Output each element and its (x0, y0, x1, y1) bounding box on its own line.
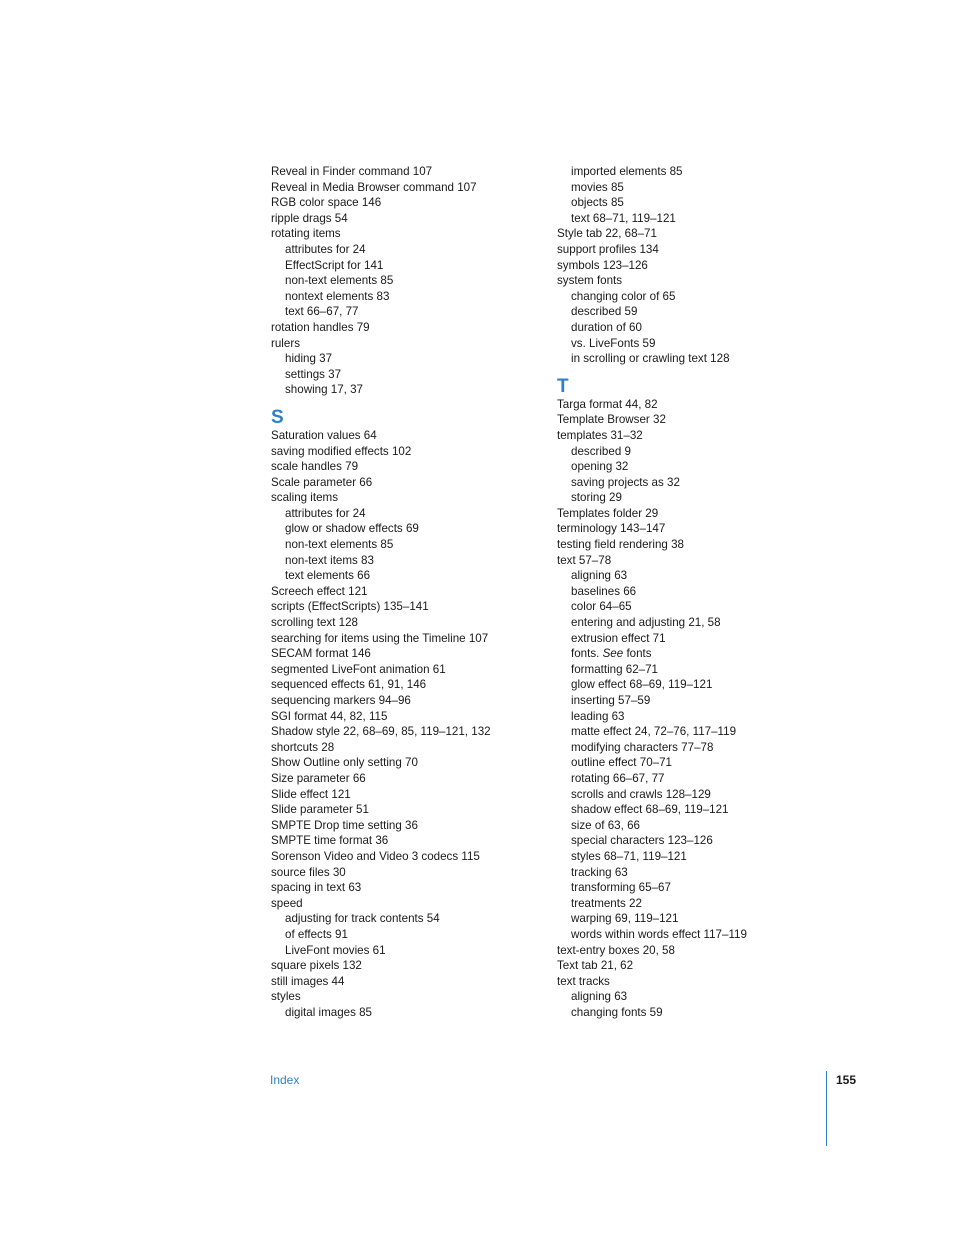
index-subentry: settings 37 (285, 367, 342, 381)
index-entry: text 57–78 (557, 553, 612, 567)
index-entry: SGI format 44, 82, 115 (271, 709, 388, 723)
index-subentry: rotating 66–67, 77 (571, 771, 665, 785)
index-entry: scale handles 79 (271, 460, 359, 474)
index-subentry: matte effect 24, 72–76, 117–119 (571, 725, 737, 739)
index-entry: rotation handles 79 (271, 320, 370, 334)
index-subentry: glow or shadow effects 69 (285, 522, 419, 536)
footer-rule (826, 1071, 827, 1146)
index-entry: Screech effect 121 (271, 584, 368, 598)
index-subentry: aligning 63 (571, 569, 628, 583)
index-subentry: hiding 37 (285, 352, 333, 366)
index-entry: Reveal in Media Browser command 107 (271, 180, 477, 194)
page-number: 155 (836, 1073, 857, 1087)
index-subentry: described 9 (571, 444, 631, 458)
index-entry: Show Outline only setting 70 (271, 756, 418, 770)
index-entry: styles (271, 990, 301, 1004)
index-entry: Slide effect 121 (271, 787, 351, 801)
index-subentry: text elements 66 (285, 569, 371, 583)
index-entry: ripple drags 54 (271, 211, 348, 225)
index-subentry: showing 17, 37 (285, 383, 363, 397)
index-subentry: non-text items 83 (285, 553, 374, 567)
index-subentry: text 66–67, 77 (285, 305, 359, 319)
index-subentry: tracking 63 (571, 865, 628, 879)
index-subentry: extrusion effect 71 (571, 631, 666, 645)
index-subentry: shadow effect 68–69, 119–121 (571, 803, 729, 817)
index-entry: symbols 123–126 (557, 258, 648, 272)
index-subentry: of effects 91 (285, 927, 348, 941)
index-subentry: size of 63, 66 (571, 818, 640, 832)
index-entry: scaling items (271, 491, 339, 505)
index-subentry: formatting 62–71 (571, 662, 659, 676)
index-subentry: modifying characters 77–78 (571, 740, 714, 754)
index-entry: Templates folder 29 (557, 506, 659, 520)
index-subentry (557, 646, 817, 662)
index-subentry: EffectScript for 141 (285, 258, 384, 272)
index-subentry: color 64–65 (571, 600, 632, 614)
index-entry: searching for items using the Timeline 107 (271, 631, 489, 645)
index-entry: Reveal in Finder command 107 (271, 165, 433, 178)
see-entry-text: fonts. (571, 647, 603, 661)
index-entry: Size parameter 66 (271, 771, 366, 785)
index-subentry: imported elements 85 (571, 165, 683, 178)
index-entry: Targa format 44, 82 (557, 397, 658, 411)
index-subentry: styles 68–71, 119–121 (571, 849, 687, 863)
index-subentry: outline effect 70–71 (571, 756, 672, 770)
index-entry: scrolling text 128 (271, 616, 358, 630)
index-subentry: transforming 65–67 (571, 881, 671, 895)
index-subentry: treatments 22 (571, 896, 642, 910)
index-entry: Text tab 21, 62 (557, 959, 634, 973)
index-entry: RGB color space 146 (271, 196, 382, 210)
index-entry: sequencing markers 94–96 (271, 694, 411, 707)
index-subentry: attributes for 24 (285, 506, 366, 520)
index-entry: text-entry boxes 20, 58 (557, 943, 675, 957)
index-entry: SECAM format 146 (271, 647, 371, 661)
index-subentry: text 68–71, 119–121 (571, 211, 676, 225)
index-subentry: leading 63 (571, 709, 625, 723)
index-subentry: LiveFont movies 61 (285, 943, 386, 957)
index-subentry: baselines 66 (571, 584, 637, 598)
see-reference-target: fonts (623, 647, 652, 661)
index-subentry: entering and adjusting 21, 58 (571, 616, 721, 630)
index-letter-heading: S (271, 406, 284, 428)
index-subentry: non-text elements 85 (285, 274, 394, 288)
index-subentry: adjusting for track contents 54 (285, 912, 440, 926)
index-entry: SMPTE Drop time setting 36 (271, 818, 418, 832)
index-entry: Style tab 22, 68–71 (557, 227, 657, 241)
index-entry: Sorenson Video and Video 3 codecs 115 (271, 849, 480, 863)
index-subentry: opening 32 (571, 460, 629, 474)
index-entry: Slide parameter 51 (271, 803, 369, 817)
index-entry: speed (271, 896, 303, 910)
index-entry: source files 30 (271, 865, 346, 879)
index-subentry: digital images 85 (285, 1005, 373, 1019)
index-subentry: inserting 57–59 (571, 694, 651, 707)
index-entry: still images 44 (271, 974, 345, 988)
index-subentry: movies 85 (571, 180, 624, 194)
index-letter-heading: T (557, 375, 569, 397)
index-entry: Scale parameter 66 (271, 475, 373, 489)
index-subentry: words within words effect 117–119 (571, 927, 747, 941)
index-subentry: aligning 63 (571, 990, 628, 1004)
index-entry: sequenced effects 61, 91, 146 (271, 678, 427, 692)
index-entry: Saturation values 64 (271, 428, 377, 442)
index-entry: testing field rendering 38 (557, 538, 684, 552)
footer-section-title: Index (270, 1073, 300, 1087)
index-entry: scripts (EffectScripts) 135–141 (271, 600, 429, 614)
index-entry: system fonts (557, 274, 623, 288)
index-subentry: saving projects as 32 (571, 475, 680, 489)
index-entry: terminology 143–147 (557, 522, 666, 536)
index-column-right (557, 164, 817, 1020)
index-entry: templates 31–32 (557, 428, 643, 442)
index-entry: saving modified effects 102 (271, 444, 412, 458)
see-reference-word: See (602, 647, 624, 661)
index-entry: spacing in text 63 (271, 881, 362, 895)
index-subentry: special characters 123–126 (571, 834, 713, 848)
index-subentry: vs. LiveFonts 59 (571, 336, 656, 350)
index-entry: shortcuts 28 (271, 740, 335, 754)
index-entry: rotating items (271, 227, 341, 241)
index-subentry: glow effect 68–69, 119–121 (571, 678, 713, 692)
index-subentry: non-text elements 85 (285, 538, 394, 552)
index-column-left (271, 164, 531, 1020)
index-entry: segmented LiveFont animation 61 (271, 662, 446, 676)
index-subentry: changing color of 65 (571, 289, 676, 303)
index-subentry: duration of 60 (571, 320, 642, 334)
index-subentry: objects 85 (571, 196, 624, 210)
index-entry: rulers (271, 336, 300, 350)
index-subentry: storing 29 (571, 491, 622, 505)
index-entry: Template Browser 32 (557, 413, 666, 427)
index-subentry: changing fonts 59 (571, 1005, 663, 1019)
index-subentry: scrolls and crawls 128–129 (571, 787, 711, 801)
index-entry: square pixels 132 (271, 959, 362, 973)
index-subentry: warping 69, 119–121 (571, 912, 679, 926)
index-subentry: nontext elements 83 (285, 289, 390, 303)
index-subentry: in scrolling or crawling text 128 (571, 352, 730, 366)
index-subentry: attributes for 24 (285, 242, 366, 256)
index-entry: Shadow style 22, 68–69, 85, 119–121, 132 (271, 725, 491, 739)
index-subentry: described 59 (571, 305, 638, 319)
index-entry: support profiles 134 (557, 242, 659, 256)
index-entry: SMPTE time format 36 (271, 834, 389, 848)
index-entry: text tracks (557, 974, 610, 988)
